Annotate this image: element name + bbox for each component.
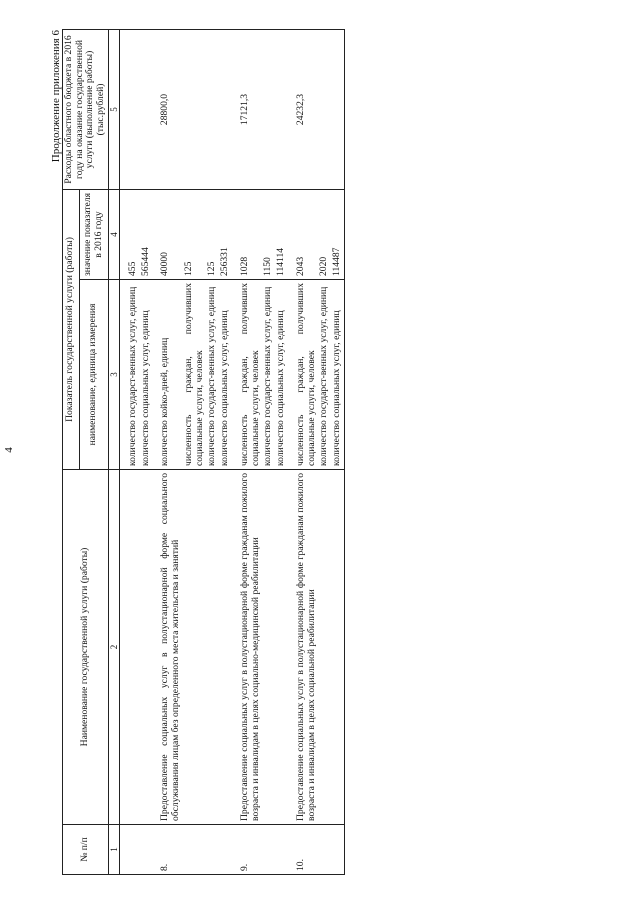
- row-service: [140, 470, 153, 825]
- row-expenditure: [262, 29, 275, 189]
- column-number: 5: [108, 29, 119, 189]
- table-row: [120, 29, 140, 874]
- header-service: Наименование государственной услуги (работы): [63, 470, 109, 825]
- row-indicator: численность граждан, получивших социальные услуги, человек: [288, 280, 318, 470]
- row-service: [331, 470, 344, 825]
- row-indicator: количество государст-венных услуг, единиц: [262, 280, 275, 470]
- row-value: 2020: [318, 189, 331, 279]
- row-expenditure: 24232,3: [288, 29, 318, 189]
- row-num: [318, 825, 331, 875]
- row-value: 40000: [152, 189, 182, 279]
- row-value: 125: [206, 189, 219, 279]
- row-value: 125: [183, 189, 206, 279]
- row-value: 114114: [275, 189, 288, 279]
- row-service: [183, 470, 206, 825]
- row-indicator: количество койко-дней, единиц: [152, 280, 182, 470]
- header-indicator-name: наименование, единица измерения: [79, 280, 108, 470]
- table-row: [232, 29, 262, 874]
- row-num: [206, 825, 219, 875]
- column-number: 1: [108, 825, 119, 875]
- row-indicator: численность граждан, получивших социальные услуги, человек: [183, 280, 206, 470]
- row-expenditure: [183, 29, 206, 189]
- header-indicator-group: Показатель государственной услуги (работы): [63, 189, 80, 469]
- services-table: [62, 29, 345, 875]
- table-row: [183, 29, 206, 874]
- row-indicator: количество государст-венных услуг, единиц: [318, 280, 331, 470]
- row-service: [120, 470, 140, 825]
- table-row: [262, 29, 275, 874]
- column-number: 2: [108, 470, 119, 825]
- row-indicator: количество социальных услуг, единиц: [219, 280, 232, 470]
- row-indicator: количество государст-венных услуг, единиц: [120, 280, 140, 470]
- row-num: 10.: [288, 825, 318, 875]
- row-expenditure: [318, 29, 331, 189]
- row-num: 8.: [152, 825, 182, 875]
- row-service: [206, 470, 219, 825]
- row-service: [262, 470, 275, 825]
- row-num: [120, 825, 140, 875]
- row-num: [219, 825, 232, 875]
- row-value: 1028: [232, 189, 262, 279]
- table-row: [275, 29, 288, 874]
- table-row: [288, 29, 318, 874]
- row-indicator: численность граждан, получивших социальные услуги, человек: [232, 280, 262, 470]
- row-value: 455: [120, 189, 140, 279]
- row-service: Предоставление социальных услуг в полустационарной форме гражданам пожилого возраста и инвалидам в целях социальной реабилитации: [288, 470, 318, 825]
- row-value: 1150: [262, 189, 275, 279]
- column-number: 4: [108, 189, 119, 279]
- row-value: 2043: [288, 189, 318, 279]
- row-expenditure: 28800,0: [152, 29, 182, 189]
- page-number: 4: [3, 447, 15, 453]
- row-value: 256331: [219, 189, 232, 279]
- row-expenditure: [331, 29, 344, 189]
- row-value: 565444: [140, 189, 153, 279]
- row-num: [262, 825, 275, 875]
- row-num: [140, 825, 153, 875]
- table-row: [219, 29, 232, 874]
- row-value: 114487: [331, 189, 344, 279]
- row-num: [275, 825, 288, 875]
- header-indicator-value: значение показателя в 2016 году: [79, 189, 108, 279]
- table-row: [206, 29, 219, 874]
- row-num: 9.: [232, 825, 262, 875]
- row-service: Предоставление социальных услуг в полустационарной форме гражданам пожилого возраста и инвалидам в целях социально-медицинской реабилитации: [232, 470, 262, 825]
- row-service: [219, 470, 232, 825]
- row-indicator: количество социальных услуг, единиц: [275, 280, 288, 470]
- header-num: № п/п: [63, 825, 109, 875]
- table-row: [318, 29, 331, 874]
- row-expenditure: [140, 29, 153, 189]
- row-expenditure: [120, 29, 140, 189]
- row-expenditure: 17121,3: [232, 29, 262, 189]
- row-service: [275, 470, 288, 825]
- row-num: [183, 825, 206, 875]
- row-expenditure: [275, 29, 288, 189]
- column-numbers-row: [108, 29, 119, 874]
- row-service: [318, 470, 331, 825]
- row-num: [331, 825, 344, 875]
- table-row: [140, 29, 153, 874]
- column-number: 3: [108, 280, 119, 470]
- row-expenditure: [206, 29, 219, 189]
- row-indicator: количество социальных услуг, единиц: [140, 280, 153, 470]
- header-expenditure: Расходы областного бюджета в 2016 году на оказание государственной услуги (выполнение работы) (тыс.рублей): [63, 29, 109, 189]
- table-row: [331, 29, 344, 874]
- continuation-label: Продолжение приложения 6: [50, 30, 62, 163]
- row-indicator: количество государст-венных услуг, единиц: [206, 280, 219, 470]
- row-service: Предоставление социальных услуг в полустационарной форме социального обслуживания лицам без определенного места жительства и занятий: [152, 470, 182, 825]
- row-expenditure: [219, 29, 232, 189]
- row-indicator: количество социальных услуг, единиц: [331, 280, 344, 470]
- table-row: [152, 29, 182, 874]
